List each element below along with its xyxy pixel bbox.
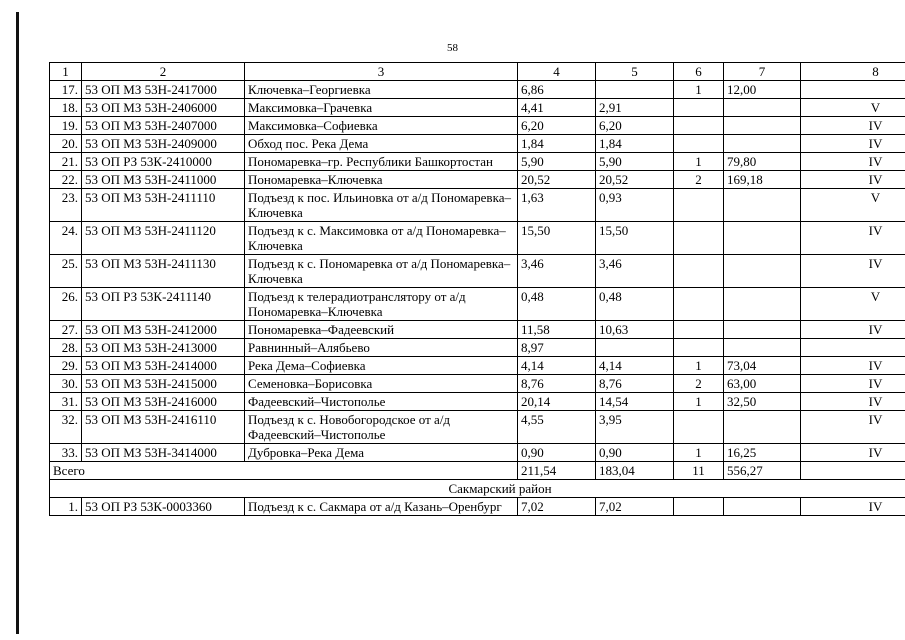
col4-cell: 4,14 [518,357,596,375]
col6-cell: 2 [674,375,724,393]
row-number-cell: 25. [50,255,82,288]
scan-edge-bar [16,12,19,634]
col7-cell [724,288,801,321]
col5-cell: 5,90 [596,153,674,171]
table-row [50,153,905,171]
table-row [50,255,905,288]
total-label: Всего [50,462,518,480]
total-c8-cell [801,462,905,480]
col8-cell [801,81,905,99]
road-name-cell: Подъезд к с. Сакмара от а/д Казань–Оренбург [245,498,518,516]
district-heading: Сакмарский район [50,480,905,498]
total-c4-cell: 211,54 [518,462,596,480]
col4-cell: 8,97 [518,339,596,357]
col7-cell [724,339,801,357]
header-cell: 7 [724,63,801,81]
col5-cell: 1,84 [596,135,674,153]
col7-cell [724,498,801,516]
row-number-cell: 27. [50,321,82,339]
road-code-cell: 53 ОП МЗ 53Н-2414000 [82,357,245,375]
road-name-cell: Фадеевский–Чистополье [245,393,518,411]
road-code-cell: 53 ОП РЗ 53К-0003360 [82,498,245,516]
col8-cell: V [801,288,905,321]
table-row [50,498,905,516]
col8-cell: IV [801,321,905,339]
table-row [50,81,905,99]
row-number-cell: 30. [50,375,82,393]
col7-cell [724,99,801,117]
col5-cell: 2,91 [596,99,674,117]
road-name-cell: Дубровка–Река Дема [245,444,518,462]
col6-cell: 1 [674,81,724,99]
col6-cell: 1 [674,153,724,171]
header-cell: 8 [801,63,905,81]
col5-cell: 15,50 [596,222,674,255]
table-header-row [50,63,905,81]
road-code-cell: 53 ОП РЗ 53К-2411140 [82,288,245,321]
col5-cell: 0,93 [596,189,674,222]
col7-cell: 12,00 [724,81,801,99]
row-number-cell: 1. [50,498,82,516]
header-cell: 3 [245,63,518,81]
col6-cell [674,321,724,339]
col4-cell: 20,14 [518,393,596,411]
row-number-cell: 29. [50,357,82,375]
road-code-cell: 53 ОП МЗ 53Н-2411110 [82,189,245,222]
road-name-cell: Подъезд к с. Новобогородское от а/д Фадеевский–Чистополье [245,411,518,444]
table-row [50,339,905,357]
row-number-cell: 23. [50,189,82,222]
col7-cell [724,189,801,222]
col6-cell: 1 [674,393,724,411]
table-row [50,171,905,189]
table-row [50,189,905,222]
road-name-cell: Семеновка–Борисовка [245,375,518,393]
header-cell: 5 [596,63,674,81]
col4-cell: 5,90 [518,153,596,171]
col6-cell [674,255,724,288]
row-number-cell: 28. [50,339,82,357]
col4-cell: 4,55 [518,411,596,444]
col6-cell [674,99,724,117]
road-code-cell: 53 ОП МЗ 53Н-2411120 [82,222,245,255]
table-row [50,411,905,444]
total-row [50,462,905,480]
road-name-cell: Подъезд к телерадиотранслятору от а/д Пономаревка–Ключевка [245,288,518,321]
col6-cell [674,288,724,321]
total-c7-cell: 556,27 [724,462,801,480]
table-row [50,357,905,375]
col5-cell [596,81,674,99]
col4-cell: 4,41 [518,99,596,117]
col7-cell [724,222,801,255]
col6-cell: 1 [674,357,724,375]
col8-cell: IV [801,255,905,288]
col6-cell [674,498,724,516]
header-cell: 6 [674,63,724,81]
col5-cell: 14,54 [596,393,674,411]
road-code-cell: 53 ОП МЗ 53Н-2411130 [82,255,245,288]
header-cell: 2 [82,63,245,81]
road-name-cell: Пономаревка–Ключевка [245,171,518,189]
col6-cell [674,189,724,222]
col8-cell: IV [801,357,905,375]
row-number-cell: 17. [50,81,82,99]
row-number-cell: 33. [50,444,82,462]
road-name-cell: Пономаревка–гр. Республики Башкортостан [245,153,518,171]
district-row [50,480,905,498]
table-row [50,444,905,462]
road-name-cell: Пономаревка–Фадеевский [245,321,518,339]
col5-cell: 7,02 [596,498,674,516]
road-name-cell: Обход пос. Река Дема [245,135,518,153]
col7-cell: 73,04 [724,357,801,375]
col8-cell: IV [801,117,905,135]
col8-cell: IV [801,498,905,516]
road-name-cell: Ключевка–Георгиевка [245,81,518,99]
header-cell: 1 [50,63,82,81]
col5-cell [596,339,674,357]
col8-cell: IV [801,393,905,411]
row-number-cell: 19. [50,117,82,135]
col7-cell: 79,80 [724,153,801,171]
col6-cell: 2 [674,171,724,189]
col6-cell [674,222,724,255]
col7-cell [724,411,801,444]
table-body [50,63,905,516]
col8-cell: IV [801,171,905,189]
col5-cell: 3,95 [596,411,674,444]
header-cell: 4 [518,63,596,81]
col7-cell [724,255,801,288]
col8-cell: V [801,99,905,117]
col6-cell: 1 [674,444,724,462]
col5-cell: 0,90 [596,444,674,462]
table-row [50,222,905,255]
page-number: 58 [447,42,458,54]
road-code-cell: 53 ОП МЗ 53Н-2406000 [82,99,245,117]
col8-cell: IV [801,444,905,462]
col4-cell: 0,90 [518,444,596,462]
road-name-cell: Максимовка–Грачевка [245,99,518,117]
col7-cell: 16,25 [724,444,801,462]
col8-cell [801,339,905,357]
table-row [50,117,905,135]
road-code-cell: 53 ОП МЗ 53Н-2412000 [82,321,245,339]
roads-table [49,62,905,516]
road-name-cell: Максимовка–Софиевка [245,117,518,135]
col4-cell: 0,48 [518,288,596,321]
col6-cell [674,135,724,153]
table-row [50,135,905,153]
row-number-cell: 20. [50,135,82,153]
col4-cell: 3,46 [518,255,596,288]
row-number-cell: 31. [50,393,82,411]
col8-cell: IV [801,375,905,393]
col7-cell: 169,18 [724,171,801,189]
col5-cell: 4,14 [596,357,674,375]
road-name-cell: Равнинный–Алябьево [245,339,518,357]
road-code-cell: 53 ОП МЗ 53Н-2409000 [82,135,245,153]
col5-cell: 10,63 [596,321,674,339]
row-number-cell: 24. [50,222,82,255]
col4-cell: 6,20 [518,117,596,135]
col8-cell: IV [801,222,905,255]
total-c5-cell: 183,04 [596,462,674,480]
row-number-cell: 21. [50,153,82,171]
col8-cell: IV [801,135,905,153]
col5-cell: 3,46 [596,255,674,288]
road-code-cell: 53 ОП МЗ 53Н-2407000 [82,117,245,135]
road-name-cell: Подъезд к с. Максимовка от а/д Пономаревка–Ключевка [245,222,518,255]
col4-cell: 20,52 [518,171,596,189]
col4-cell: 7,02 [518,498,596,516]
col7-cell: 32,50 [724,393,801,411]
road-code-cell: 53 ОП МЗ 53Н-2415000 [82,375,245,393]
road-name-cell: Река Дема–Софиевка [245,357,518,375]
road-code-cell: 53 ОП МЗ 53Н-2416000 [82,393,245,411]
col6-cell [674,339,724,357]
col8-cell: IV [801,153,905,171]
col7-cell [724,117,801,135]
table-row [50,99,905,117]
col4-cell: 15,50 [518,222,596,255]
col5-cell: 0,48 [596,288,674,321]
table-row [50,393,905,411]
road-code-cell: 53 ОП МЗ 53Н-2413000 [82,339,245,357]
table-row [50,288,905,321]
row-number-cell: 18. [50,99,82,117]
col4-cell: 6,86 [518,81,596,99]
col7-cell: 63,00 [724,375,801,393]
table-row [50,321,905,339]
row-number-cell: 22. [50,171,82,189]
col5-cell: 20,52 [596,171,674,189]
road-code-cell: 53 ОП МЗ 53Н-2417000 [82,81,245,99]
road-code-cell: 53 ОП МЗ 53Н-3414000 [82,444,245,462]
row-number-cell: 32. [50,411,82,444]
col4-cell: 1,63 [518,189,596,222]
col4-cell: 8,76 [518,375,596,393]
road-code-cell: 53 ОП РЗ 53К-2410000 [82,153,245,171]
col7-cell [724,135,801,153]
road-name-cell: Подъезд к пос. Ильиновка от а/д Пономаревка–Ключевка [245,189,518,222]
road-name-cell: Подъезд к с. Пономаревка от а/д Пономаревка–Ключевка [245,255,518,288]
col5-cell: 8,76 [596,375,674,393]
col7-cell [724,321,801,339]
col6-cell [674,411,724,444]
col8-cell: V [801,189,905,222]
col8-cell: IV [801,411,905,444]
total-c6-cell: 11 [674,462,724,480]
row-number-cell: 26. [50,288,82,321]
road-code-cell: 53 ОП МЗ 53Н-2416110 [82,411,245,444]
col4-cell: 1,84 [518,135,596,153]
col4-cell: 11,58 [518,321,596,339]
table-row [50,375,905,393]
road-code-cell: 53 ОП МЗ 53Н-2411000 [82,171,245,189]
col6-cell [674,117,724,135]
col5-cell: 6,20 [596,117,674,135]
